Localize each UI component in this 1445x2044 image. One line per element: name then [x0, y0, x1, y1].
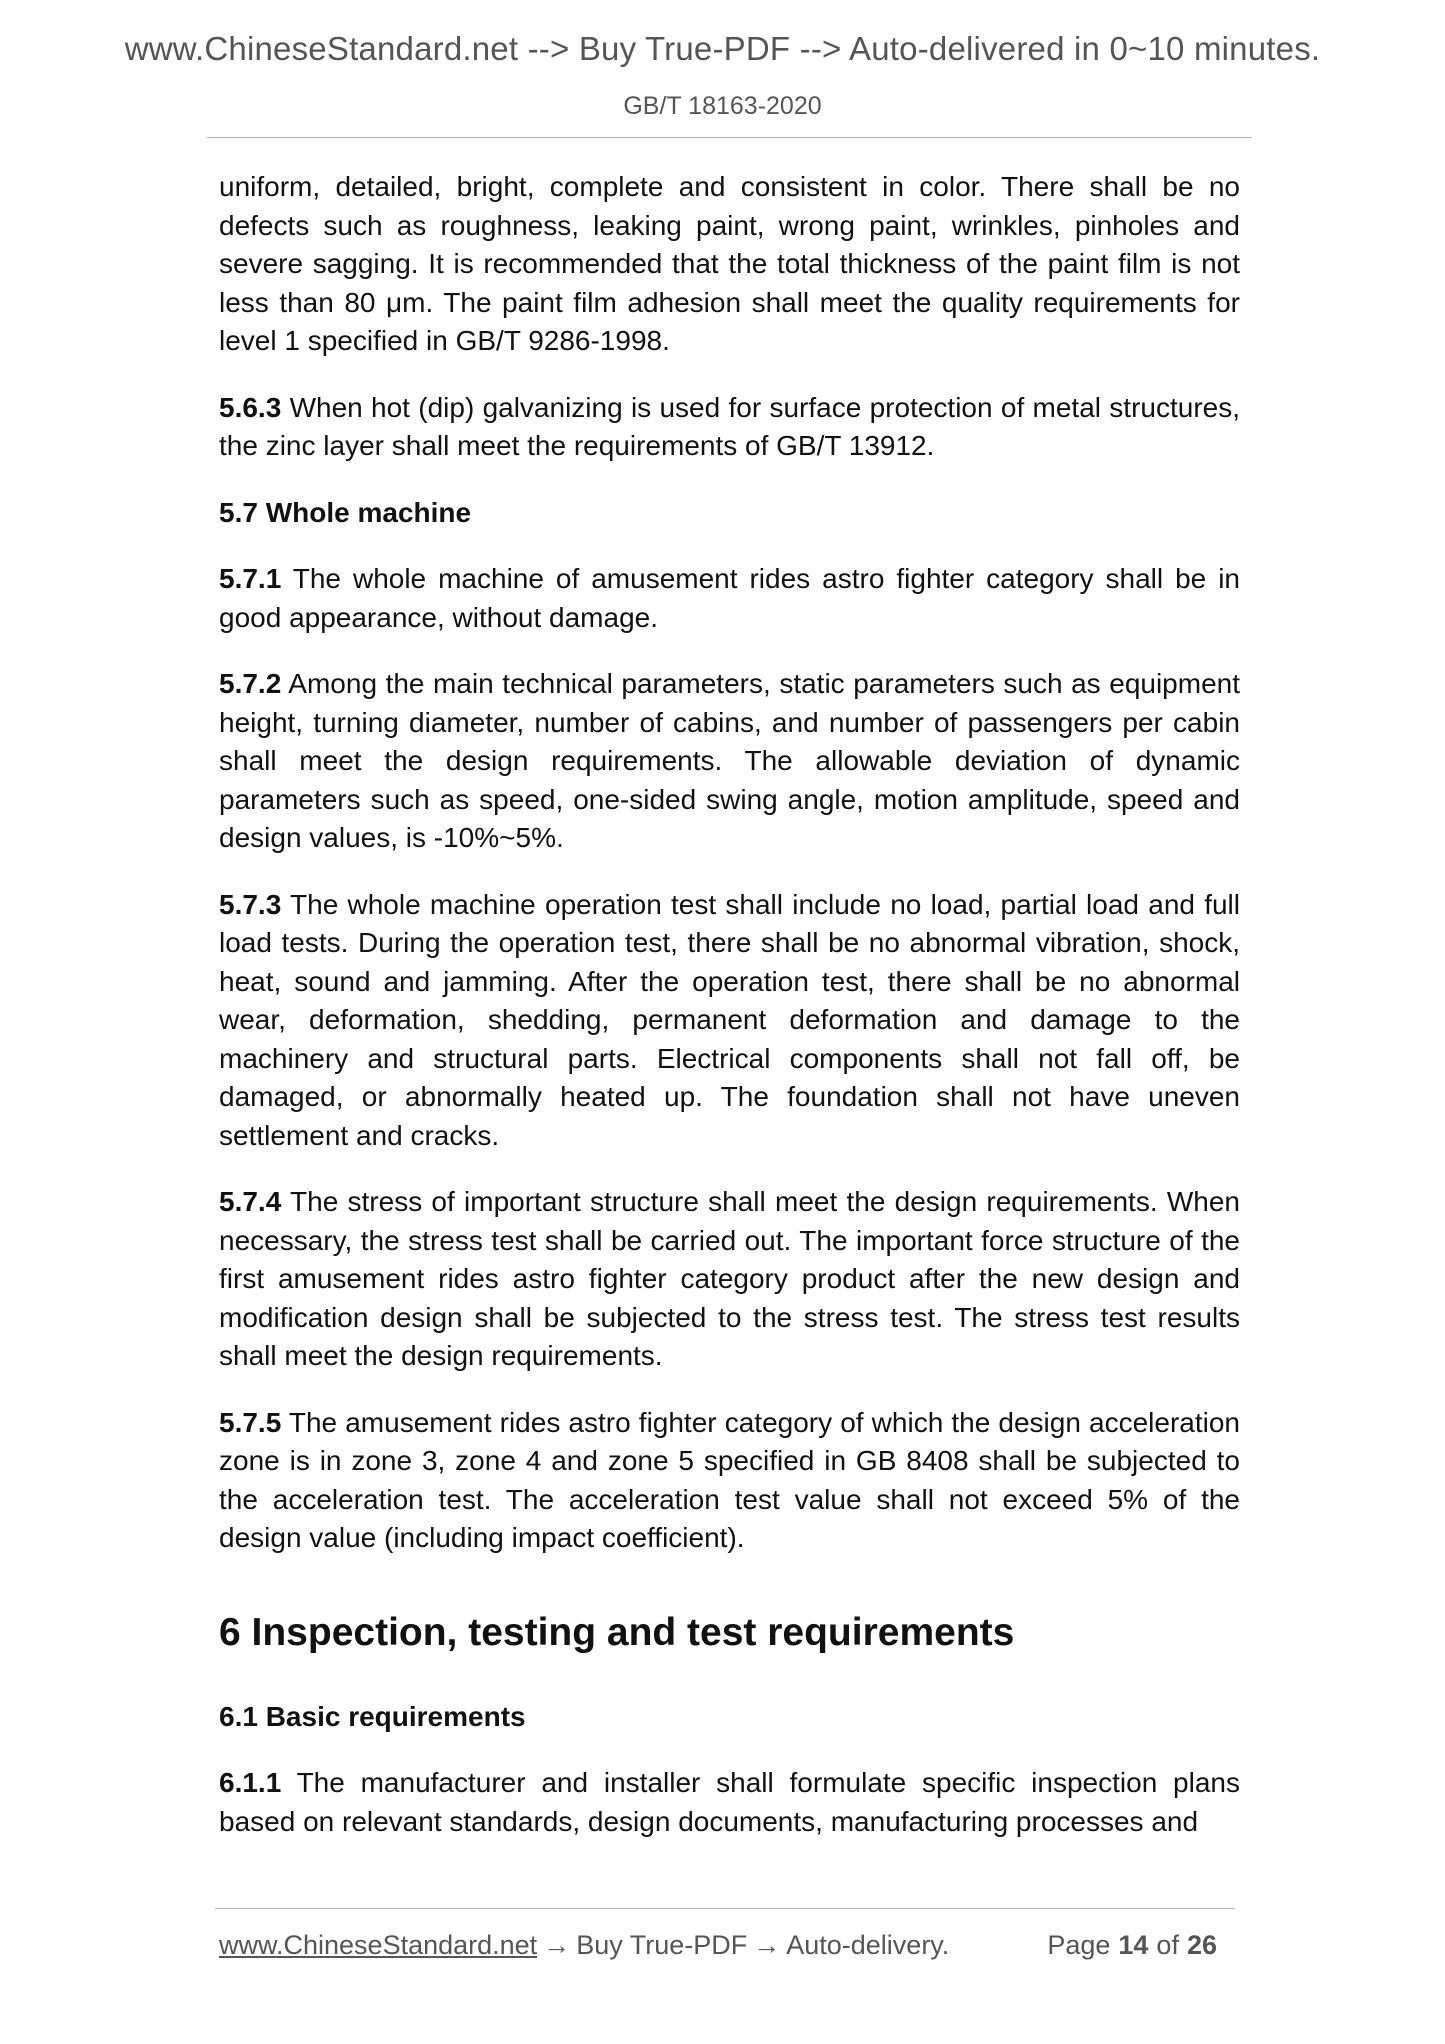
clause-6-1-1 [219, 1764, 1240, 1841]
clause-5-7-1 [219, 560, 1240, 637]
chapter-heading-6: 6 Inspection, testing and test requirements [219, 1610, 1015, 1654]
clause-number: 5.7.3 [219, 888, 282, 920]
clause-text: The whole machine operation test shall include no load, partial load and full load tests. During the operation test, there shall be no abnormal vibration, shock, heat, sound and jamming. After the operation test, there shall be no abnormal wear, deformation, shedding, permanent deformation and damage to the machinery and structural parts. Electrical components shall not fall off, be damaged, or abnormally heated up. The foundation shall not have uneven settlement and cracks. [219, 888, 1240, 1151]
clause-5-7-3 [219, 886, 1240, 1156]
document-body [219, 168, 1240, 1869]
page-current: 14 [1118, 1930, 1149, 1960]
clause-text: The manufacturer and installer shall formulate specific inspection plans based on relevant standards, design documents, manufacturing processes and [219, 1767, 1240, 1837]
arrow-right-icon: → [543, 1930, 571, 1960]
paragraph-intro: uniform, detailed, bright, complete and consistent in color. There shall be no defects such as roughness, leaking paint, wrong paint, wrinkles, pinholes and severe sagging. It is recommended that the total thickness of the paint film is not less than 80 μm. The paint film adhesion shall meet the quality requirements for level 1 specified in GB/T 9286-1998. [219, 171, 1240, 356]
clause-5-7-2 [219, 665, 1240, 858]
header-banner: www.ChineseStandard.net --> Buy True-PDF --> Auto-delivered in 0~10 minutes. [124, 30, 1321, 67]
buy-text: Buy True-PDF [576, 1930, 748, 1960]
section-heading-6-1: 6.1 Basic requirements [219, 1700, 526, 1732]
clause-number: 5.7.1 [219, 563, 282, 594]
section-heading-5-7: 5.7 Whole machine [219, 496, 472, 528]
page-label: Page [1047, 1930, 1111, 1960]
clause-text: The whole machine of amusement rides astro fighter category shall be in good appearance, without damage. [219, 563, 1240, 633]
clause-number: 5.7.5 [219, 1406, 282, 1438]
delivery-text: Auto-delivery. [786, 1930, 950, 1960]
footer-links [219, 1930, 949, 1961]
clause-text: When hot (dip) galvanizing is used for surface protection of metal structures, the zinc layer shall meet the requirements of GB/T 13912. [219, 391, 1240, 461]
page-indicator [1047, 1930, 1225, 1961]
clause-number: 5.7.4 [219, 1186, 282, 1217]
clause-5-7-5 [219, 1404, 1240, 1558]
arrow-right-icon: → [753, 1930, 781, 1960]
clause-5-7-4 [219, 1183, 1240, 1376]
clause-number: 5.6.3 [219, 391, 282, 423]
footer-divider [215, 1908, 1235, 1909]
clause-5-6-3 [219, 389, 1240, 466]
clause-number: 5.7.2 [219, 668, 282, 699]
clause-number: 6.1.1 [219, 1767, 282, 1798]
header-divider [207, 137, 1252, 138]
clause-text: Among the main technical parameters, static parameters such as equipment height, turning diameter, number of cabins, and number of passengers per cabin shall meet the design requirements. The allowable deviation of dynamic parameters such as speed, one-sided swing angle, motion amplitude, speed and design values, is -10%~5%. [219, 668, 1240, 853]
standard-code: GB/T 18163-2020 [623, 92, 822, 120]
of-label: of [1156, 1930, 1179, 1960]
clause-text: The stress of important structure shall meet the design requirements. When necessary, the stress test shall be carried out. The important force structure of the first amusement rides astro fighter category product after the new design and modification design shall be subjected to the stress test. The stress test results shall meet the design requirements. [219, 1186, 1240, 1371]
site-link[interactable]: www.ChineseStandard.net [219, 1930, 538, 1960]
clause-text: The amusement rides astro fighter category of which the design acceleration zone is in zone 3, zone 4 and zone 5 specified in GB 8408 shall be subjected to the acceleration test. The acceleration test value shall not exceed 5% of the design value (including impact coefficient). [219, 1406, 1240, 1553]
page-total: 26 [1186, 1930, 1217, 1960]
